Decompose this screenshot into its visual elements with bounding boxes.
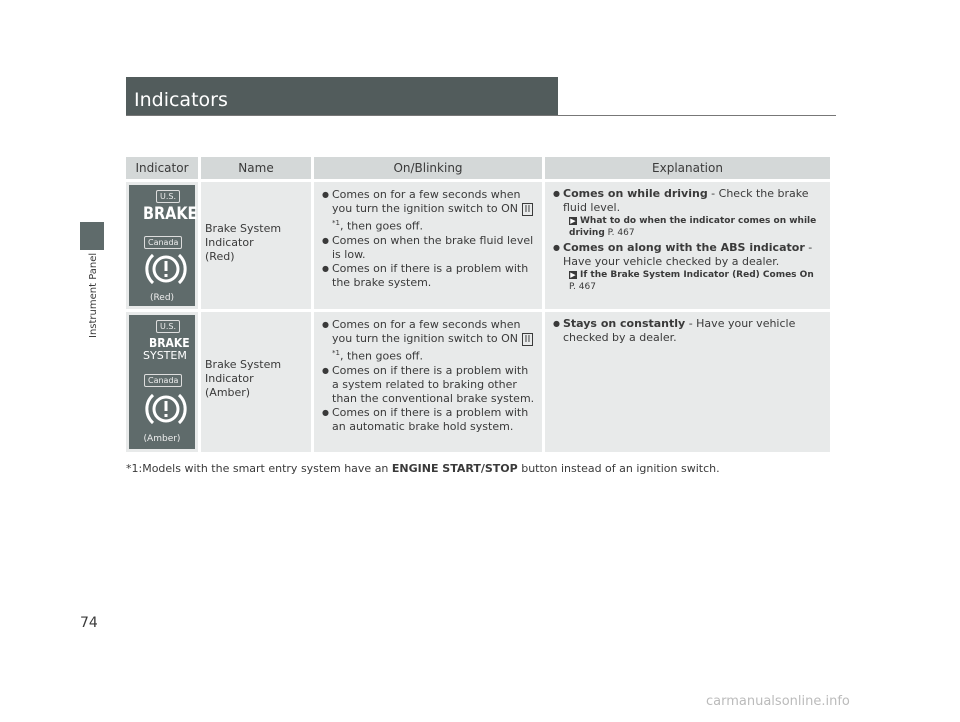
explanation-cell [545, 182, 830, 309]
cross-reference-link[interactable]: ▶ If the Brake System Indicator (Red) Comes On P. 467 [569, 270, 814, 292]
name-line: Indicator [205, 372, 254, 385]
list-item: ● Comes on if there is a problem with an automatic brake hold system. [320, 406, 536, 434]
list-item: ● Comes on if there is a problem with a system related to braking other than the conventional brake system. [320, 364, 536, 406]
list-item: ● Comes on when the brake fluid level is low. [320, 234, 536, 262]
us-badge: U.S. [156, 320, 180, 333]
explanation-cell [545, 312, 830, 452]
indicator-color-label: (Amber) [143, 434, 181, 444]
brake-warning-icon [144, 389, 188, 429]
system-word-icon: SYSTEM [143, 349, 187, 362]
indicator-table [123, 154, 833, 455]
header-on-blinking: On/Blinking [314, 157, 542, 179]
name-cell [201, 312, 311, 452]
name-line: (Red) [205, 250, 235, 263]
header-indicator: Indicator [126, 157, 198, 179]
brake-warning-icon [144, 249, 188, 289]
footnote: *1:Models with the smart entry system have an ENGINE START/STOP button instead of an ignition switch. [126, 462, 720, 475]
canada-badge: Canada [144, 236, 182, 249]
cross-reference-link[interactable]: ▶ What to do when the indicator comes on while driving P. 467 [569, 216, 817, 238]
indicator-panel [129, 185, 198, 306]
header-explanation: Explanation [545, 157, 830, 179]
name-line: Brake System [205, 358, 282, 371]
title-bar [126, 77, 558, 115]
indicator-color-label: (Red) [149, 293, 175, 303]
list-item: ● Stays on constantly - Have your vehicle checked by a dealer. [551, 317, 824, 345]
page-title: Indicators [134, 89, 228, 111]
list-item: ● Comes on along with the ABS indicator - Have your vehicle checked by a dealer. [551, 241, 824, 269]
brake-word-icon: BRAKE [149, 336, 190, 350]
indicator-panel [129, 315, 195, 449]
name-line: (Amber) [205, 386, 251, 399]
on-blinking-cell [314, 182, 542, 309]
table-row [126, 312, 830, 452]
section-tab-marker [80, 222, 104, 250]
us-badge: U.S. [156, 190, 180, 203]
list-item: ● Comes on while driving - Check the brake fluid level. [551, 187, 824, 215]
name-cell [201, 182, 311, 309]
header-name: Name [201, 157, 311, 179]
title-rule [126, 115, 836, 116]
name-line: Brake System [205, 222, 282, 235]
on-blinking-cell [314, 312, 542, 452]
section-side-label: Instrument Panel [88, 252, 99, 338]
canada-badge: Canada [144, 374, 182, 387]
brake-word-icon: BRAKE [143, 204, 198, 224]
name-line: Indicator [205, 236, 254, 249]
ignition-position-icon: II [522, 333, 534, 346]
indicator-cell [126, 182, 198, 309]
list-item: ● Comes on if there is a problem with the brake system. [320, 262, 536, 290]
ignition-position-icon: II [522, 203, 534, 216]
table-header-row [126, 157, 830, 179]
page-number: 74 [80, 615, 98, 631]
indicator-cell [126, 312, 198, 452]
arrow-icon: ▶ [570, 271, 576, 279]
watermark-text: carmanualsonline.info [706, 694, 850, 709]
list-item: ● Comes on for a few seconds when you turn the ignition switch to ON II$^{*1}$, then goes off. [320, 188, 536, 234]
table-row [126, 182, 830, 309]
arrow-icon: ▶ [570, 217, 576, 225]
list-item: ● Comes on for a few seconds when you turn the ignition switch to ON II$^{*1}$, then goes off. [320, 318, 536, 364]
